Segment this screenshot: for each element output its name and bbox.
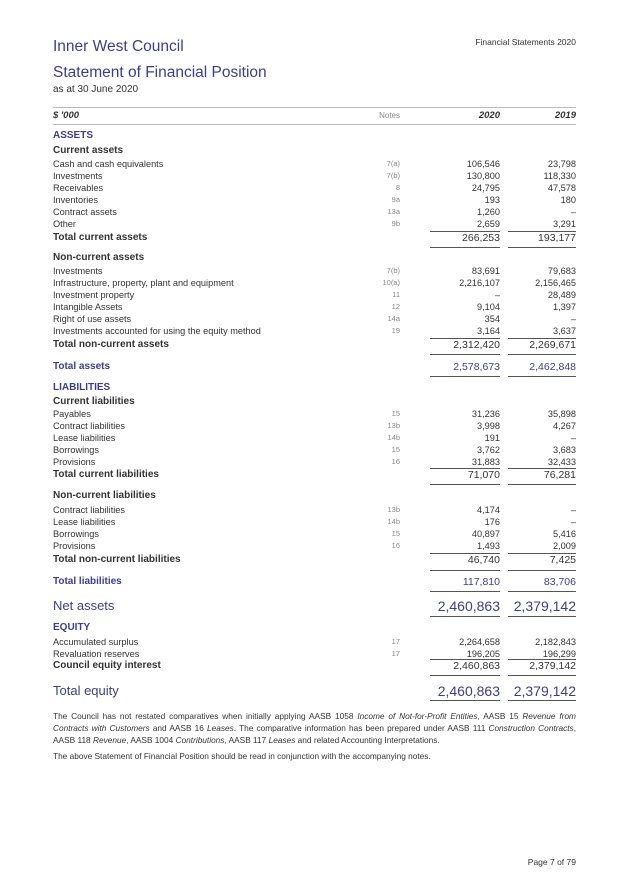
total-label: Total current liabilities bbox=[53, 469, 159, 480]
organisation-name: Inner West Council bbox=[53, 38, 184, 55]
row-note: 17 bbox=[391, 649, 400, 658]
total-label: Net assets bbox=[53, 598, 115, 613]
total-value-2020: 2,312,420 bbox=[453, 339, 500, 351]
notes-header: Notes bbox=[379, 111, 400, 120]
row-note: 9a bbox=[391, 195, 400, 204]
value-2019: 196,299 bbox=[542, 649, 576, 659]
total-assets-rule-2020 bbox=[430, 376, 500, 377]
noncurrent-liabilities-heading: Non-current liabilities bbox=[53, 490, 156, 501]
total-value-2020: 117,810 bbox=[462, 576, 500, 588]
row-label: Revaluation reserves bbox=[53, 649, 140, 659]
row-label: Infrastructure, property, plant and equipment bbox=[53, 278, 234, 288]
table-row bbox=[53, 218, 576, 230]
value-2019: 3,291 bbox=[553, 219, 576, 229]
row-label: Investments bbox=[53, 266, 103, 276]
total-equity bbox=[53, 682, 576, 700]
value-2019: 1,397 bbox=[553, 302, 576, 312]
value-2020: 3,762 bbox=[477, 445, 500, 455]
row-note: 13a bbox=[387, 207, 400, 216]
total-liabilities-rule-2019 bbox=[508, 591, 576, 592]
value-2019: – bbox=[570, 517, 576, 527]
total-value-2020: 2,460,863 bbox=[437, 598, 500, 614]
total-value-2020: 2,460,863 bbox=[437, 683, 500, 699]
table-row bbox=[53, 206, 576, 218]
net-assets-rule-2020 bbox=[430, 616, 500, 617]
value-2020: 9,104 bbox=[477, 302, 500, 312]
table-row bbox=[53, 540, 576, 552]
total-equity-rule-2019 bbox=[508, 700, 576, 701]
total-current-liabilities bbox=[53, 468, 576, 482]
net-assets bbox=[53, 597, 576, 615]
value-2020: 31,236 bbox=[471, 409, 500, 419]
assets-heading: ASSETS bbox=[53, 130, 94, 141]
row-label: Investment property bbox=[53, 290, 135, 300]
table-row bbox=[53, 313, 576, 325]
row-label: Receivables bbox=[53, 183, 104, 193]
total-value-2019: 2,379,142 bbox=[529, 660, 576, 672]
total-label: Total non-current assets bbox=[53, 339, 169, 350]
current-assets-heading: Current assets bbox=[53, 145, 124, 156]
row-note: 19 bbox=[391, 326, 400, 335]
value-2020: – bbox=[494, 290, 500, 300]
table-row bbox=[53, 516, 576, 528]
council-equity-interest bbox=[53, 659, 576, 673]
table-row bbox=[53, 301, 576, 313]
value-2019: 28,489 bbox=[547, 290, 576, 300]
value-2020: 2,216,107 bbox=[459, 278, 500, 288]
row-label: Accumulated surplus bbox=[53, 637, 139, 647]
value-2019: 32,433 bbox=[547, 457, 576, 467]
table-row bbox=[53, 432, 576, 444]
noncurrent-liabilities-total-rule-2019 bbox=[508, 570, 576, 571]
current-liabilities-total-rule-2019 bbox=[508, 484, 576, 485]
row-note: 9b bbox=[391, 219, 400, 228]
value-2019: – bbox=[570, 314, 576, 324]
row-note: 14b bbox=[387, 517, 400, 526]
row-label: Contract liabilities bbox=[53, 421, 125, 431]
value-2019: 3,637 bbox=[553, 326, 576, 336]
total-value-2020: 2,460,863 bbox=[453, 660, 500, 672]
equity-interest-rule-2020 bbox=[430, 675, 500, 676]
row-note: 12 bbox=[391, 302, 400, 311]
value-2020: 130,800 bbox=[466, 171, 500, 181]
table-row bbox=[53, 277, 576, 289]
noncurrent-assets-total-rule-2019 bbox=[508, 354, 576, 355]
total-value-2019: 76,281 bbox=[543, 469, 576, 481]
row-note: 7(a) bbox=[386, 159, 400, 168]
table-row bbox=[53, 408, 576, 420]
table-row bbox=[53, 325, 576, 337]
value-2019: 3,683 bbox=[553, 445, 576, 455]
value-2019: 2,009 bbox=[553, 541, 576, 551]
table-row bbox=[53, 182, 576, 194]
value-2020: 1,260 bbox=[477, 207, 500, 217]
total-assets-rule-2019 bbox=[508, 376, 576, 377]
table-row bbox=[53, 504, 576, 516]
current-liabilities-heading: Current liabilities bbox=[53, 396, 135, 407]
row-label: Contract assets bbox=[53, 207, 117, 217]
liabilities-heading: LIABILITIES bbox=[53, 382, 111, 393]
total-value-2019: 193,177 bbox=[538, 232, 576, 244]
row-label: Provisions bbox=[53, 457, 96, 467]
column-header bbox=[53, 110, 576, 124]
value-2019: 5,416 bbox=[553, 529, 576, 539]
unit-label: $ '000 bbox=[53, 110, 80, 121]
row-label: Cash and cash equivalents bbox=[53, 159, 164, 169]
value-2019: 118,330 bbox=[543, 171, 576, 181]
table-row bbox=[53, 289, 576, 301]
table-row bbox=[53, 194, 576, 206]
table-row bbox=[53, 528, 576, 540]
noncurrent-assets-total-rule-2020 bbox=[430, 354, 500, 355]
table-row bbox=[53, 420, 576, 432]
value-2020: 196,205 bbox=[466, 649, 500, 659]
row-note: 11 bbox=[392, 290, 400, 299]
row-note: 14a bbox=[387, 314, 400, 323]
total-value-2019: 2,379,142 bbox=[513, 683, 576, 699]
value-2019: 180 bbox=[560, 195, 576, 205]
net-assets-rule-2019 bbox=[508, 616, 576, 617]
row-note: 7(b) bbox=[386, 171, 400, 180]
total-value-2019: 83,706 bbox=[543, 576, 576, 588]
row-note: 8 bbox=[395, 183, 400, 192]
total-value-2020: 2,578,673 bbox=[453, 361, 500, 373]
noncurrent-assets-heading: Non-current assets bbox=[53, 252, 145, 263]
value-2019: 35,898 bbox=[547, 409, 576, 419]
value-2020: 193 bbox=[484, 195, 500, 205]
value-2020: 2,659 bbox=[477, 219, 500, 229]
value-2019: 47,578 bbox=[547, 183, 576, 193]
total-value-2020: 266,253 bbox=[462, 232, 500, 244]
row-note: 7(b) bbox=[386, 266, 400, 275]
total-label: Total liabilities bbox=[53, 576, 122, 587]
value-2020: 24,795 bbox=[471, 183, 500, 193]
value-2019: 23,798 bbox=[547, 159, 576, 169]
value-2020: 83,691 bbox=[471, 266, 500, 276]
row-label: Lease liabilities bbox=[53, 517, 116, 527]
row-label: Intangible Assets bbox=[53, 302, 123, 312]
equity-interest-rule-2019 bbox=[508, 675, 576, 676]
value-2020: 3,998 bbox=[477, 421, 500, 431]
total-noncurrent-liabilities bbox=[53, 553, 576, 567]
value-2019: 79,683 bbox=[547, 266, 576, 276]
table-row bbox=[53, 444, 576, 456]
row-label: Borrowings bbox=[53, 445, 99, 455]
equity-heading: EQUITY bbox=[53, 622, 91, 633]
current-assets-total-rule-2019 bbox=[508, 247, 576, 248]
value-2020: 40,897 bbox=[471, 529, 500, 539]
total-current-assets bbox=[53, 231, 576, 245]
total-noncurrent-assets bbox=[53, 338, 576, 352]
row-label: Provisions bbox=[53, 541, 96, 551]
total-value-2020: 46,740 bbox=[467, 554, 500, 566]
document-title: Financial Statements 2020 bbox=[475, 37, 576, 47]
total-liabilities-rule-2020 bbox=[430, 591, 500, 592]
value-2019: – bbox=[570, 505, 576, 515]
total-liabilities bbox=[53, 575, 576, 589]
total-value-2019: 2,269,671 bbox=[529, 339, 576, 351]
table-row bbox=[53, 265, 576, 277]
value-2020: 31,883 bbox=[471, 457, 500, 467]
total-value-2019: 2,379,142 bbox=[513, 598, 576, 614]
total-equity-rule-2020 bbox=[430, 700, 500, 701]
value-2020: 354 bbox=[484, 314, 500, 324]
year-2020-header: 2020 bbox=[478, 110, 500, 121]
value-2020: 191 bbox=[484, 433, 500, 443]
row-note: 14b bbox=[387, 433, 400, 442]
value-2020: 106,546 bbox=[466, 159, 500, 169]
value-2020: 4,174 bbox=[477, 505, 500, 515]
total-assets bbox=[53, 360, 576, 374]
total-label: Total equity bbox=[53, 683, 119, 698]
header-rule-bottom bbox=[53, 124, 576, 125]
row-label: Investments accounted for using the equity method bbox=[53, 326, 261, 336]
statement-subtitle: as at 30 June 2020 bbox=[53, 84, 139, 95]
total-value-2020: 71,070 bbox=[467, 469, 500, 481]
value-2019: 2,156,465 bbox=[535, 278, 576, 288]
total-label: Total assets bbox=[53, 361, 111, 372]
total-label: Total non-current liabilities bbox=[53, 554, 181, 565]
row-label: Investments bbox=[53, 171, 103, 181]
row-note: 13b bbox=[387, 421, 400, 430]
table-row bbox=[53, 158, 576, 170]
footnote-read-with-notes: The above Statement of Financial Position should be read in conjunction with the accompanying notes. bbox=[53, 751, 431, 761]
row-note: 13b bbox=[387, 505, 400, 514]
row-label: Payables bbox=[53, 409, 91, 419]
value-2020: 1,493 bbox=[477, 541, 500, 551]
row-note: 16 bbox=[391, 541, 400, 550]
row-label: Borrowings bbox=[53, 529, 99, 539]
total-label: Council equity interest bbox=[53, 660, 161, 671]
row-label: Contract liabilities bbox=[53, 505, 125, 515]
current-liabilities-total-rule-2020 bbox=[430, 484, 500, 485]
footnote-comparatives: The Council has not restated comparatives when initially applying AASB 1058 Income of Not-for-Profit Entities, AASB 15 Revenue from Contracts with Customers and AASB 16 Leases. The comparative information has been prepared under AASB 111 Construction Contracts, AASB 118 Revenue, AASB 1004 Contributions, AASB 117 Leases and related Accounting Interpretations. bbox=[53, 711, 576, 745]
row-label: Right of use assets bbox=[53, 314, 132, 324]
header-rule-top bbox=[53, 107, 576, 108]
noncurrent-liabilities-total-rule-2020 bbox=[430, 570, 500, 571]
total-value-2019: 7,425 bbox=[549, 554, 576, 566]
total-label: Total current assets bbox=[53, 232, 148, 243]
row-note: 10(a) bbox=[382, 278, 400, 287]
table-row bbox=[53, 170, 576, 182]
row-note: 15 bbox=[391, 529, 400, 538]
value-2020: 2,264,658 bbox=[459, 637, 500, 647]
value-2020: 3,164 bbox=[477, 326, 500, 336]
statement-title: Statement of Financial Position bbox=[53, 64, 267, 81]
row-note: 16 bbox=[391, 457, 400, 466]
row-label: Lease liabilities bbox=[53, 433, 116, 443]
row-note: 15 bbox=[391, 445, 400, 454]
value-2019: – bbox=[570, 207, 576, 217]
row-note: 15 bbox=[391, 409, 400, 418]
table-row bbox=[53, 636, 576, 648]
row-note: 17 bbox=[391, 637, 400, 646]
value-2019: – bbox=[570, 433, 576, 443]
year-2019-header: 2019 bbox=[554, 110, 576, 121]
value-2020: 176 bbox=[484, 517, 500, 527]
row-label: Other bbox=[53, 219, 76, 229]
table-row bbox=[53, 456, 576, 468]
current-assets-total-rule-2020 bbox=[430, 247, 500, 248]
row-label: Inventories bbox=[53, 195, 98, 205]
value-2019: 4,267 bbox=[553, 421, 576, 431]
page-number: Page 7 of 79 bbox=[527, 857, 576, 867]
total-value-2019: 2,462,848 bbox=[529, 361, 576, 373]
value-2019: 2,182,843 bbox=[535, 637, 576, 647]
